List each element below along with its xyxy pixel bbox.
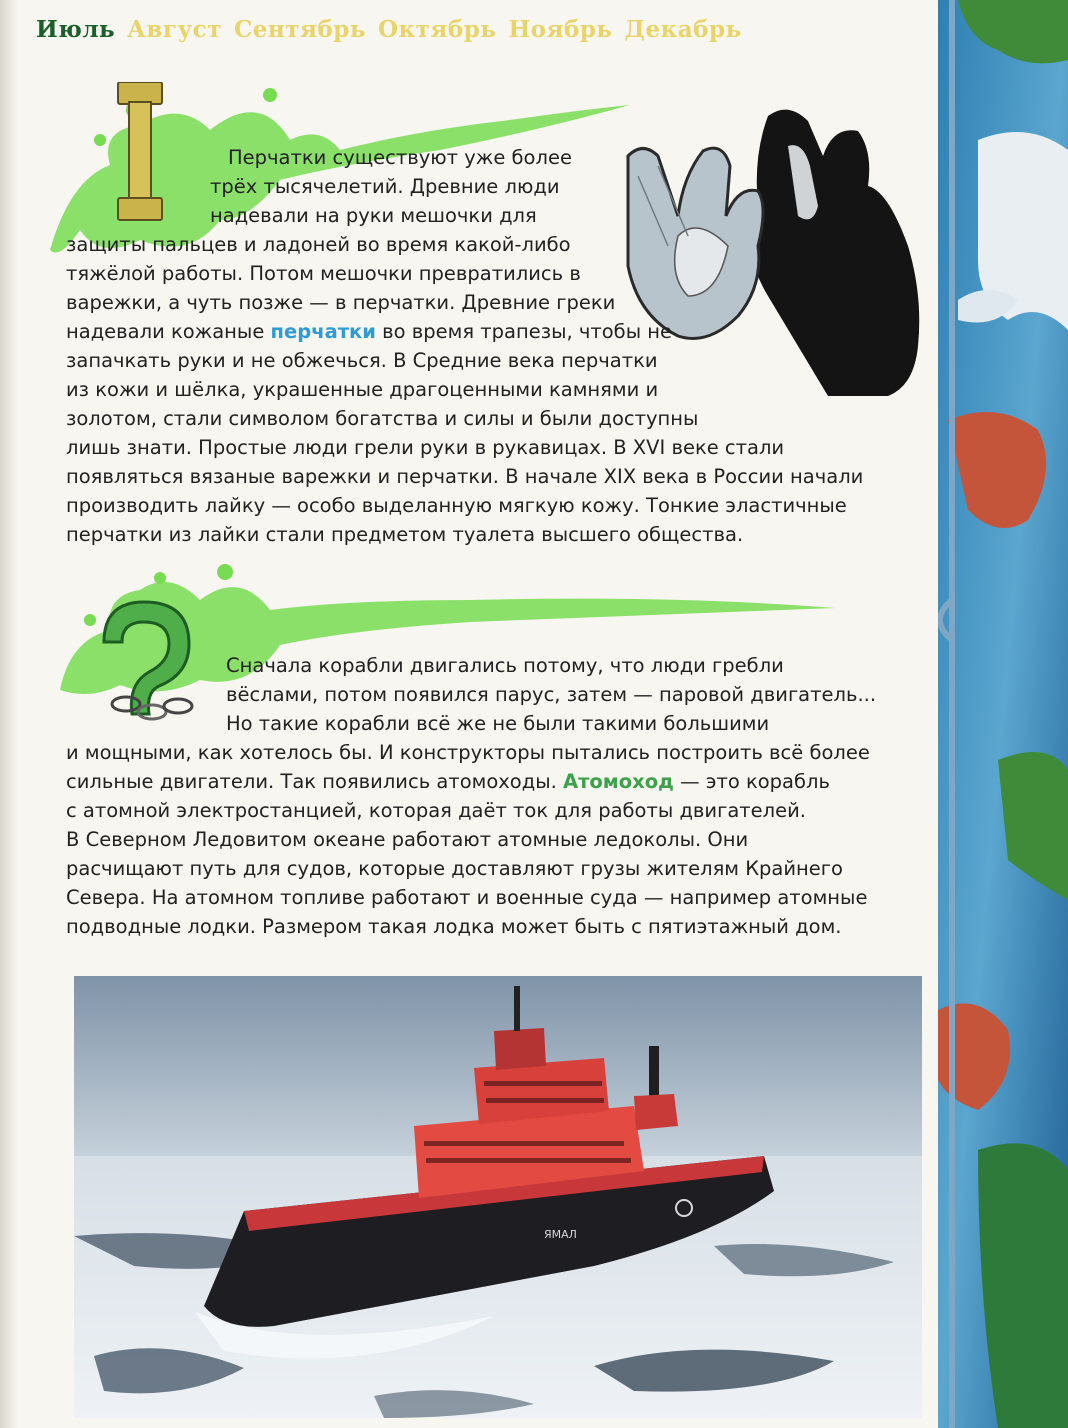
section1-line-12: появляться вязаные варежки и перчатки. В начале XIX века в России начали [66,465,864,488]
question-hook-icon [94,594,204,744]
section2-line-5-after: — это корабль [673,770,830,793]
month-october: Октябрь [378,15,497,43]
section1-line-10: золотом, стали символом богатства и силы и были доступны [66,407,699,430]
section1-line-4: защиты пальцев и ладоней во время какой-либо [66,233,571,256]
month-december: Декабрь [624,15,742,43]
section2-line-8: расчищают путь для судов, которые доставляют грузы жителям Крайнего [66,857,843,880]
section1-line-7-after: во время трапезы, чтобы не [375,320,673,343]
section2-line-10: подводные лодки. Размером такая лодка может быть с пятиэтажный дом. [66,915,842,938]
section2-line-2: вёслами, потом появился парус, затем — паровой двигатель... [226,683,877,706]
keyword-atomokhod: Атомоход [563,770,674,793]
section2-line-5-before: сильные двигатели. Так появились атомоходы. [66,770,564,793]
section2-line-5 [66,768,830,797]
section1-line-3: надевали на руки мешочки для [210,204,537,227]
month-september: Сентябрь [233,15,367,43]
month-header [36,12,948,46]
section2-line-7: В Северном Ледовитом океане работают атомные ледоколы. Они [66,828,749,851]
ship-name: ЯМАЛ [544,1228,577,1241]
page-fold [0,0,18,1428]
section1-line-2: трёх тысячелетий. Древние люди [210,175,560,198]
section1-line-7 [66,318,672,347]
section2-line-6: с атомной электростанцией, которая даёт ток для работы двигателей. [66,799,806,822]
section2-line-9: Севера. На атомном топливе работают и военные суда — например атомные [66,886,868,909]
gloves-icon [618,96,950,401]
section1-line-6: варежки, а чуть позже — в перчатки. Древние греки [66,291,616,314]
month-july: Июль [36,15,116,43]
chain-icon [112,697,192,719]
section1-line-7-before: надевали кожаные [66,320,271,343]
section1-line-13: производить лайку — особо выделанную мягкую кожу. Тонкие эластичные [66,494,847,517]
section2-line-4: и мощными, как хотелось бы. И конструкторы пытались построить всё более [66,741,870,764]
month-november: Ноябрь [508,15,613,43]
icebreaker-photo [74,976,922,1418]
section1-line-5: тяжёлой работы. Потом мешочки превратились в [66,262,581,285]
letter-i-icon [116,82,166,222]
section1-line-1: Перчатки существуют уже более [228,146,572,169]
section2-line-1: Сначала корабли двигались потому, что люди гребли [226,654,784,677]
section2-line-3: Но такие корабли всё же не были такими большими [226,712,770,735]
section1-line-11: лишь знати. Простые люди грели руки в рукавицах. В XVI веке стали [66,436,785,459]
section1-line-9: из кожи и шёлка, украшенные драгоценными камнями и [66,378,659,401]
icebreaker-ship-icon [74,976,922,1418]
month-august: Август [127,15,222,43]
section1-line-8: запачкать руки и не обжечься. В Средние века перчатки [66,349,658,372]
section1-line-14: перчатки из лайки стали предметом туалета высшего общества. [66,523,744,546]
puzzle-map-strip [938,0,1068,1428]
keyword-gloves: перчатки [270,320,376,343]
